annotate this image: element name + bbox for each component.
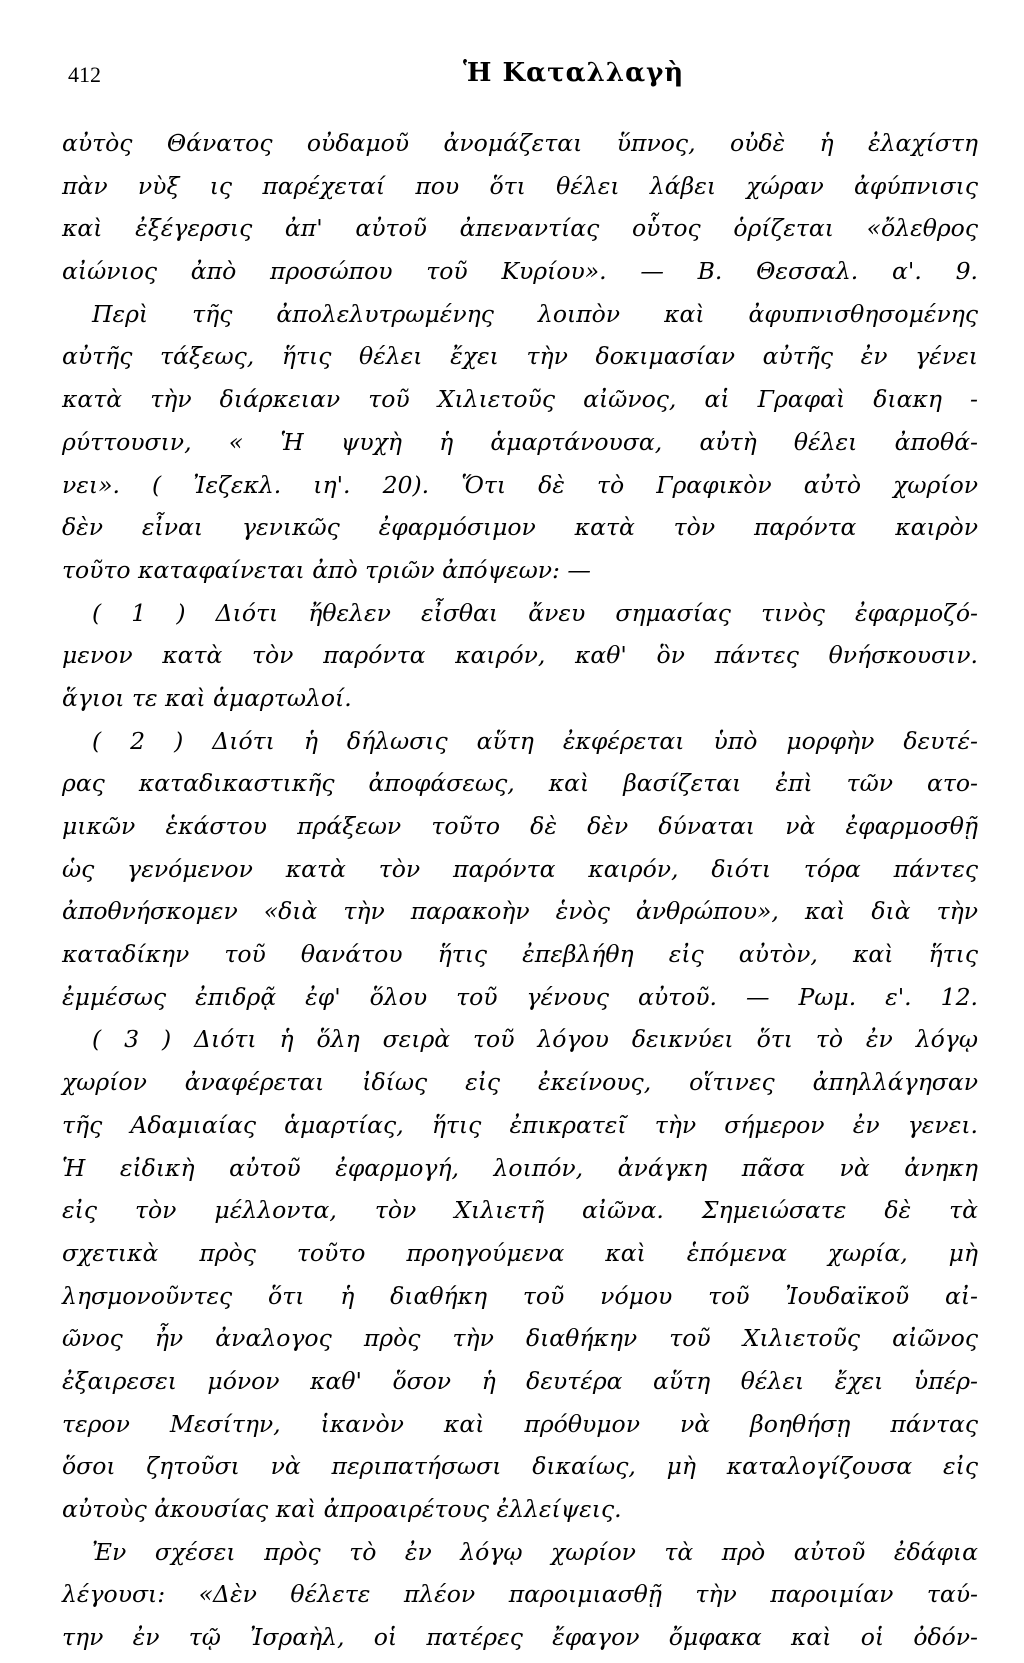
text-line: ( 3 ) Διότι ἡ ὅλη σειρὰ τοῦ λόγου δεικνύει ὅτι τὸ ἐν λόγῳ — [92, 1025, 978, 1054]
text-line: ἐμμέσως ἐπιδρᾷ ἐφ' ὅλου τοῦ γένους αὐτοῦ. — Ρωμ. ε'. 12. — [62, 982, 978, 1011]
text-line: σχετικὰ πρὸς τοῦτο προηγούμενα καὶ ἑπόμενα χωρία, μὴ — [62, 1238, 978, 1267]
text-line: ἐξαιρεσει μόνον καθ' ὅσον ἡ δευτέρα αὕτη θέλει ἔχει ὑπέρ- — [62, 1366, 978, 1395]
text-line: ὡς γενόμενον κατὰ τὸν παρόντα καιρόν, διότι τόρα πάντες — [62, 854, 978, 883]
text-line: νει». ( Ἰεζεκλ. ιη'. 20). Ὅτι δὲ τὸ Γραφικὸν αὐτὸ χωρίον — [62, 470, 978, 499]
text-line: Περὶ τῆς ἀπολελυτρωμένης λοιπὸν καὶ ἀφυπνισθησομένης — [92, 299, 978, 328]
text-line: τερον Μεσίτην, ἱκανὸν καὶ πρόθυμον νὰ βοηθήσῃ πάντας — [62, 1409, 978, 1438]
text-line: ρύττουσιν, « Ἡ ψυχὴ ἡ ἁμαρτάνουσα, αὐτὴ θέλει ἀποθά- — [62, 427, 978, 456]
text-line: χωρίον ἀναφέρεται ἰδίως εἰς ἐκείνους, οἵτινες ἀπηλλάγησαν — [62, 1068, 978, 1097]
text-line: τοῦτο καταφαίνεται ἀπὸ τριῶν ἀπόψεων: — — [62, 555, 591, 584]
body-text — [62, 122, 978, 1659]
text-line: πὰν νὺξ ις παρέχεταί που ὅτι θέλει λάβει χώραν ἀφύπνισις — [62, 171, 978, 200]
text-line: μενον κατὰ τὸν παρόντα καιρόν, καθ' ὃν πάντες θνήσκουσιν. — [62, 641, 978, 670]
text-line: ( 1 ) Διότι ἤθελεν εἶσθαι ἄνευ σημασίας τινὸς ἐφαρμοζό- — [92, 598, 978, 627]
text-line: αὐτῆς τάξεως, ἥτις θέλει ἔχει τὴν δοκιμασίαν αὐτῆς ἐν γένει — [62, 342, 978, 371]
text-line: λησμονοῦντες ὅτι ἡ διαθήκη τοῦ νόμου τοῦ Ἰουδαϊκοῦ αἰ- — [62, 1281, 978, 1310]
text-line: τῆς Αδαμιαίας ἁμαρτίας, ἥτις ἐπικρατεῖ τὴν σήμερον ἐν γενει. — [62, 1110, 978, 1139]
text-line: ὅσοι ζητοῦσι νὰ περιπατήσωσι δικαίως, μὴ καταλογίζουσα εἰς — [62, 1452, 978, 1481]
text-line: Ἐν σχέσει πρὸς τὸ ἐν λόγῳ χωρίον τὰ πρὸ αὐτοῦ ἐδάφια — [92, 1537, 978, 1566]
text-line: δὲν εἶναι γενικῶς ἐφαρμόσιμον κατὰ τὸν παρόντα καιρὸν — [62, 513, 978, 542]
text-line: αἰώνιος ἀπὸ προσώπου τοῦ Κυρίου». — Β. Θεσσαλ. α'. 9. — [62, 257, 978, 286]
text-line: ἅγιοι τε καὶ ἁμαρτωλοί. — [62, 683, 352, 712]
page-number: 412 — [68, 62, 101, 87]
text-line: μικῶν ἑκάστου πράξεων τοῦτο δὲ δὲν δύναται νὰ ἐφαρμοσθῇ — [62, 812, 978, 840]
text-line: λέγουσι: «Δὲν θέλετε πλέον παροιμιασθῇ τὴν παροιμίαν ταύ- — [62, 1580, 978, 1609]
text-line: Ἡ εἰδικὴ αὐτοῦ ἐφαρμογή, λοιπόν, ἀνάγκη πᾶσα νὰ ἀνηκη — [62, 1153, 978, 1182]
text-line: καὶ ἐξέγερσις ἀπ' αὐτοῦ ἀπεναντίας οὗτος ὁρίζεται «ὄλεθρος — [62, 214, 978, 243]
text-line: αὐτὸς Θάνατος οὐδαμοῦ ἀνομάζεται ὕπνος, οὐδὲ ἡ ἐλαχίστη — [62, 129, 978, 157]
text-line: κατὰ τὴν διάρκειαν τοῦ Χιλιετοῦς αἰῶνος, αἱ Γραφαὶ διακη - — [62, 385, 978, 414]
text-line: την ἐν τῷ Ἰσραὴλ, οἱ πατέρες ἔφαγον ὄμφακα καὶ οἱ ὀδόν- — [62, 1623, 978, 1652]
text-line: εἰς τὸν μέλλοντα, τὸν Χιλιετῆ αἰῶνα. Σημειώσατε δὲ τὰ — [62, 1196, 978, 1225]
text-line: ρας καταδικαστικῆς ἀποφάσεως, καὶ βασίζεται ἐπὶ τῶν ατο- — [62, 769, 978, 798]
text-line: καταδίκην τοῦ θανάτου ἥτις ἐπεβλήθη εἰς αὐτὸν, καὶ ἥτις — [62, 940, 978, 969]
text-line: ( 2 ) Διότι ἡ δήλωσις αὕτη ἐκφέρεται ὑπὸ μορφὴν δευτέ- — [92, 726, 978, 755]
page-header — [68, 58, 988, 98]
text-line: αὐτοὺς ἀκουσίας καὶ ἀπροαιρέτους ἐλλείψεις. — [62, 1495, 622, 1523]
running-title: Ἡ Καταλλαγὴ — [463, 58, 685, 88]
text-line: ῶνος ἦν ἀναλογος πρὸς τὴν διαθήκην τοῦ Χιλιετοῦς αἰῶνος — [62, 1324, 978, 1353]
text-line: ἀποθνήσκομεν «διὰ τὴν παρακοὴν ἑνὸς ἀνθρώπου», καὶ διὰ τὴν — [62, 897, 978, 926]
